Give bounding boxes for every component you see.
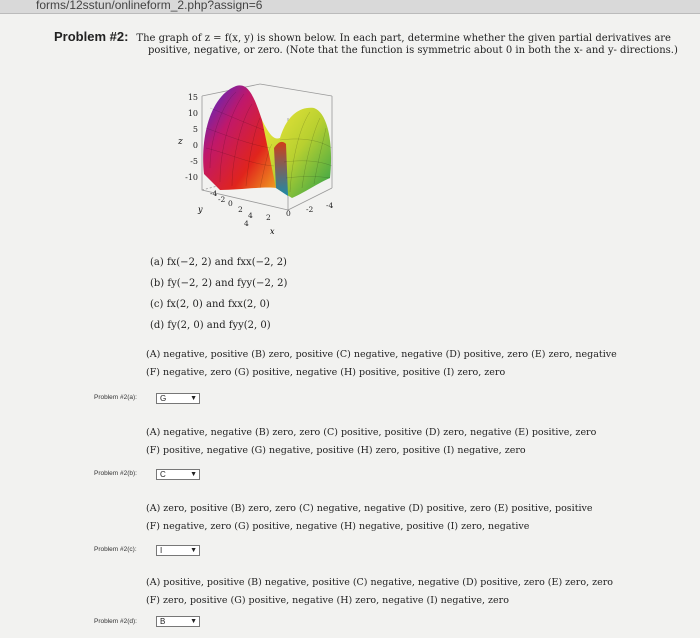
- choices-b-line2: (F) positive, negative (G) negative, positive (H) zero, positive (I) negative, zero: [146, 445, 526, 456]
- answer-label-a: Problem #2(a):: [94, 394, 137, 401]
- part-d: (d) fy(2, 0) and fyy(2, 0): [150, 320, 271, 331]
- part-a: (a) fx(−2, 2) and fxx(−2, 2): [150, 257, 287, 268]
- part-b: (b) fy(−2, 2) and fyy(−2, 2): [150, 278, 288, 289]
- z-axis-label: z: [178, 137, 183, 147]
- answer-label-d: Problem #2(d):: [94, 618, 137, 625]
- part-c: (c) fx(2, 0) and fxx(2, 0): [150, 299, 270, 310]
- choices-b-line1: (A) negative, negative (B) zero, zero (C) positive, positive (D) zero, negative (E) positive, zero: [146, 427, 597, 438]
- choices-d: [146, 574, 613, 610]
- z-tick-label: -5: [190, 157, 198, 166]
- y-tick-label: 0: [228, 199, 233, 208]
- y-tick-label: -4: [210, 189, 218, 198]
- choices-a: [146, 346, 617, 382]
- answer-select-c-value: I: [160, 546, 163, 555]
- answer-select-a[interactable]: [156, 393, 200, 404]
- choices-d-line2: (F) zero, positive (G) positive, negative (H) zero, negative (I) negative, zero: [146, 595, 509, 606]
- answer-select-c[interactable]: [156, 545, 200, 556]
- parts-list: [150, 252, 287, 336]
- y-tick-label: -2: [218, 195, 226, 204]
- chevron-down-icon: ▼: [190, 547, 197, 554]
- answer-select-d-value: B: [160, 617, 166, 626]
- z-tick-label: -10: [185, 173, 198, 182]
- answer-label-b: Problem #2(b):: [94, 470, 137, 477]
- problem-intro-line1: The graph of z = f(x, y) is shown below. In each part, determine whether the given partial derivatives are: [136, 33, 671, 44]
- z-tick-label: 0: [192, 141, 198, 150]
- choices-d-line1: (A) positive, positive (B) negative, positive (C) negative, negative (D) positive, zero (E) zero, zero: [146, 577, 613, 588]
- chevron-down-icon: ▼: [190, 618, 197, 625]
- problem-intro-line2: positive, negative, or zero. (Note that the function is symmetric about 0 in both the x- and y- directions.): [148, 45, 678, 56]
- y-axis-label: y: [198, 205, 203, 214]
- x-tick-label: 4: [244, 219, 249, 228]
- y-tick-label: 2: [238, 205, 243, 214]
- chevron-down-icon: ▼: [190, 471, 197, 478]
- x-tick-label: 2: [266, 213, 271, 222]
- x-tick-label: -4: [326, 201, 334, 210]
- answer-select-b[interactable]: [156, 469, 200, 480]
- chevron-down-icon: ▼: [190, 395, 197, 402]
- problem-label: Problem #2:: [54, 29, 129, 44]
- answer-select-d[interactable]: [156, 616, 200, 627]
- choices-b: [146, 424, 596, 460]
- y-tick-label: 4: [248, 211, 253, 220]
- answer-select-a-value: G: [160, 394, 167, 403]
- answer-select-b-value: C: [160, 470, 166, 479]
- choices-c-line2: (F) negative, zero (G) positive, negative (H) negative, positive (I) zero, negative: [146, 521, 530, 532]
- choices-c: [146, 500, 593, 536]
- browser-url-bar[interactable]: forms/12sstun/onlineform_2.php?assign=6: [0, 0, 700, 14]
- surface-mesh: [203, 85, 332, 198]
- answer-label-c: Problem #2(c):: [94, 546, 137, 553]
- z-tick-label: 15: [187, 93, 198, 102]
- x-tick-label: -2: [306, 205, 314, 214]
- x-axis-label: x: [270, 227, 275, 236]
- z-tick-label: 10: [187, 109, 198, 118]
- choices-c-line1: (A) zero, positive (B) zero, zero (C) negative, negative (D) positive, zero (E) positive, positive: [146, 503, 593, 514]
- problem-heading: [54, 31, 694, 57]
- surface-graph: [170, 78, 360, 238]
- choices-a-line2: (F) negative, zero (G) positive, negative (H) positive, positive (I) zero, zero: [146, 367, 506, 378]
- choices-a-line1: (A) negative, positive (B) zero, positive (C) negative, negative (D) positive, zero (E) zero, negative: [146, 349, 617, 360]
- x-tick-label: 0: [286, 209, 291, 218]
- z-tick-label: 5: [192, 125, 198, 134]
